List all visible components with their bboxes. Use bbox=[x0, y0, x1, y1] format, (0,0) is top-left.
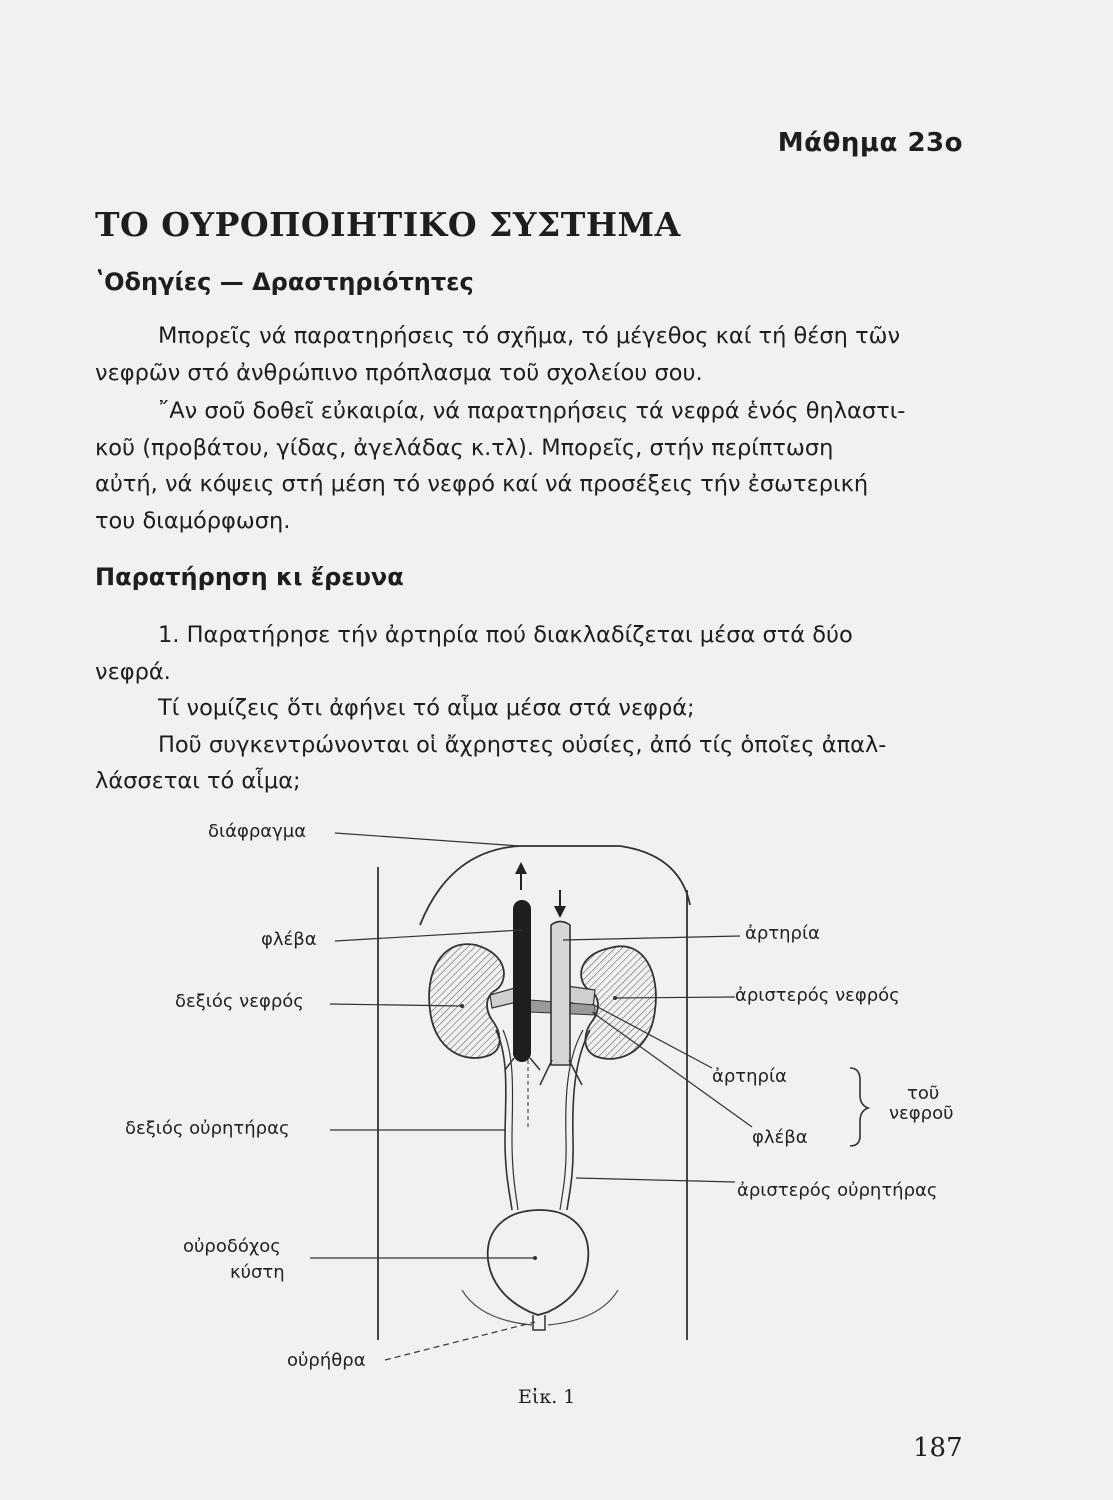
text-line: νεφρῶν στό ἀνθρώπινο πρόπλασμα τοῦ σχολείου σου. bbox=[95, 359, 703, 386]
leader-line bbox=[563, 936, 740, 940]
text-line: Μπορεῖς νά παρατηρήσεις τό σχῆμα, τό μέγεθος καί τή θέση τῶν bbox=[158, 323, 901, 349]
text-line: αὐτή, νά κόψεις στή μέση τό νεφρό καί νά προσέξεις τήν ἐσωτερική bbox=[95, 471, 869, 498]
urinary-bladder bbox=[488, 1210, 589, 1315]
label-of-kidney: τοῦ bbox=[907, 1083, 940, 1104]
leader-line bbox=[335, 833, 520, 846]
text-line: του διαμόρφωση. bbox=[95, 507, 291, 534]
text-line: λάσσεται τό αἷμα; bbox=[95, 768, 301, 795]
text-line: ῎Αν σοῦ δοθεῖ εὐκαιρία, νά παρατηρήσεις τά νεφρά ἑνός θηλαστι- bbox=[158, 398, 906, 424]
text-line: Τί νομίζεις ὅτι ἀφήνει τό αἷμα μέσα στά νεφρά; bbox=[158, 695, 695, 722]
page-number: 187 bbox=[913, 1433, 963, 1463]
text-line: 1. Παρατήρησε τήν ἀρτηρία πού διακλαδίζεται μέσα στά δύο bbox=[158, 622, 853, 648]
arrow-up-head bbox=[515, 862, 527, 874]
leader-line bbox=[385, 1322, 535, 1360]
right-ureter bbox=[496, 1030, 512, 1210]
label-bladder-2: κύστη bbox=[230, 1262, 285, 1283]
vena-cava bbox=[513, 900, 531, 1062]
leader-line bbox=[576, 1178, 735, 1182]
label-right-kidney: δεξιός νεφρός bbox=[175, 991, 304, 1012]
label-kidney-artery: ἀρτηρία bbox=[712, 1066, 787, 1087]
page-title: ΤΟ ΟΥΡΟΠΟΙΗΤΙΚΟ ΣΥΣΤΗΜΑ bbox=[95, 205, 681, 244]
label-bladder: οὐροδόχος bbox=[183, 1236, 281, 1257]
arrow-down-head bbox=[554, 906, 566, 918]
aorta bbox=[551, 922, 570, 1066]
figure-caption: Εἰκ. 1 bbox=[518, 1386, 576, 1408]
label-artery: ἀρτηρία bbox=[745, 923, 820, 944]
label-diaphragm: διάφραγμα bbox=[208, 821, 307, 842]
section-heading-instructions: ʽΟδηγίες — Δραστηριότητες bbox=[95, 268, 474, 296]
leader-line bbox=[335, 930, 522, 941]
label-left-ureter: ἀριστερός οὐρητήρας bbox=[737, 1180, 938, 1201]
lesson-number: Μάθημα 23ο bbox=[777, 128, 963, 158]
diaphragm bbox=[420, 846, 690, 925]
text-line: νεφρά. bbox=[95, 658, 171, 685]
brace bbox=[850, 1068, 868, 1146]
label-vein: φλέβα bbox=[261, 929, 317, 950]
section-heading-observation: Παρατήρηση κι ἔρευνα bbox=[95, 563, 404, 591]
pelvic-line bbox=[548, 1290, 618, 1325]
leader-dot bbox=[533, 1256, 537, 1260]
label-right-ureter: δεξιός οὐρητήρας bbox=[125, 1118, 290, 1139]
label-urethra: οὐρήθρα bbox=[287, 1350, 366, 1371]
text-line: Ποῦ συγκεντρώνονται οἱ ἄχρηστες οὐσίες, ἀπό τίς ὁποῖες ἀπαλ- bbox=[158, 731, 887, 758]
label-of-kidney-2: νεφροῦ bbox=[889, 1103, 954, 1124]
label-left-kidney: ἀριστερός νεφρός bbox=[735, 985, 900, 1006]
label-kidney-vein: φλέβα bbox=[752, 1127, 808, 1148]
text-line: κοῦ (προβάτου, γίδας, ἀγελάδας κ.τλ). Μπορεῖς, στήν περίπτωση bbox=[95, 434, 834, 461]
leader-dot bbox=[460, 1004, 464, 1008]
leader-dot bbox=[613, 996, 617, 1000]
